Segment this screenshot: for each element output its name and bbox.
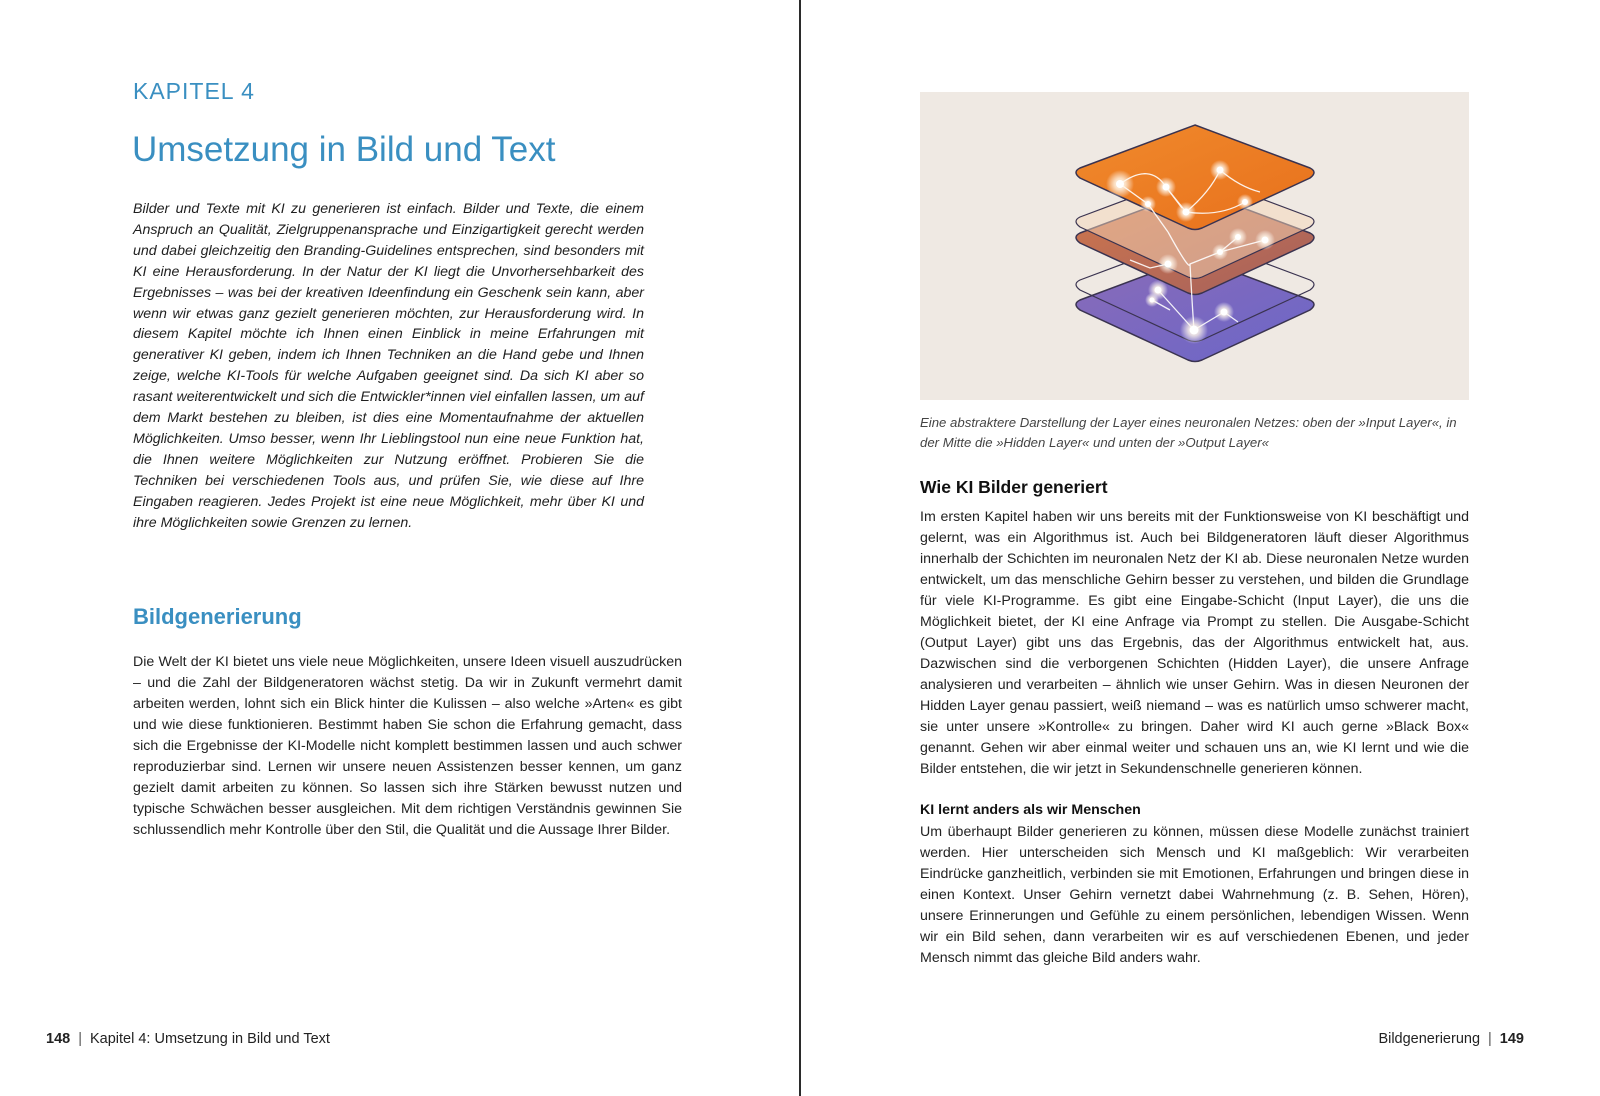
running-head: Bildgenerierung [1378, 1031, 1481, 1047]
neural-network-figure [920, 92, 1469, 400]
figure-caption: Eine abstraktere Darstellung der Layer eines neuronalen Netzes: oben der »Input Layer«, in der Mitte die »Hidden Layer« und unten der »Output Layer« [920, 415, 1457, 450]
footer-separator: | [78, 1031, 82, 1047]
body-paragraph-1: Im ersten Kapitel haben wir uns bereits mit der Funktionsweise von KI beschäftigt und gelernt, was ein Algorithmus ist. Auch bei Bildgeneratoren läuft dieser Algorithmus innerhalb der Schichten im neuronalen Netz der KI ab. Diese neuronalen Netze wurden entwickelt, um das menschliche Gehirn besser zu verstehen, und bilden die Grundlage für viele KI-Programme. Es gibt eine Eingabe-Schicht (Input Layer), die uns die Möglichkeit bietet, der KI eine Anfrage via Prompt zu stellen. Die Ausgabe-Schicht (Output Layer) gibt uns das Ergebnis, das der Algorithmus entwickelt hat, aus. Dazwischen sind die verborgenen Schichten (Hidden Layer), die unsere Anfrage analysieren und verarbeiten – ähnlich wie unser Gehirn. Was in diesen Neuronen der Hidden Layer genau passiert, weiß niemand – was es natürlich umso schwerer macht, sie unter unsere »Kontrolle« zu bringen. Daher wird KI auch gerne »Black Box« genannt. Gehen wir aber einmal weiter und schauen uns an, wie KI lernt und wie die Bilder entstehen, die wir jetzt in Sekundenschnelle generieren können. [920, 509, 1469, 777]
chapter-intro: Bilder und Texte mit KI zu generieren ist einfach. Bilder und Texte, die einem Anspruch an Qualität, Zielgruppenansprache und Einzigartigkeit gerecht werden und dabei gleichzeitig den Branding-Guidelines entsprechen, sind besonders mit KI eine Herausforderung. In der Natur der KI liegt die Unvorhersehbarkeit des Ergebnisses – was bei der kreativen Ideenfindung ein Geschenk sein kann, aber wenn wir etwas ganz gezielt generieren möchten, zur Herausforderung wird. In diesem Kapitel möchte ich Ihnen einen Einblick in meine Erfahrungen mit generativer KI geben, indem ich Ihnen Techniken an die Hand gebe und Ihnen zeige, welche KI-Tools für welche Aufgaben geeignet sind. Da sich KI aber so rasant weiterentwickelt und sich die Entwickler*innen viel einfallen lassen, um auf dem Markt bestehen zu bleiben, ist dies eine Momentaufnahme der aktuellen Möglichkeiten. Umso besser, wenn Ihr Lieblingstool nun eine neue Funktion hat, die Ihnen weitere Möglichkeiten zur Nutzung eröffnet. Probieren Sie die Techniken bei verschiedenen Tools aus, und prüfen Sie, wie diese auf Ihre Eingaben reagieren. Jedes Projekt ist eine neue Möglichkeit, mehr über KI und ihre Möglichkeiten sowie Grenzen zu lernen. [133, 201, 644, 531]
right-page [803, 0, 1600, 1096]
section-heading: Bildgenerierung [133, 604, 302, 629]
chapter-title: Umsetzung in Bild und Text [132, 130, 556, 169]
footer-separator: | [1488, 1031, 1492, 1047]
section-body: Die Welt der KI bietet uns viele neue Möglichkeiten, unsere Ideen visuell auszudrücken – und die Zahl der Bildgeneratoren wächst stetig. Da wir in Zukunft vermehrt damit arbeiten werden, lohnt sich ein Blick hinter die Kulissen – also welche »Arten« es gibt und wie diese funktionieren. Bestimmt haben Sie schon die Erfahrung gemacht, dass sich die Ergebnisse der KI-Modelle nicht komplett bestimmen lassen und auch schwer reproduzierbar sind. Lernen wir unsere neuen Assistenzen besser kennen, um ganz gezielt damit arbeiten zu können. So lassen sich ihre Stärken bewusst nutzen und typische Schwächen besser ausgleichen. Mit dem richtigen Verständnis gewinnen Sie schlussendlich mehr Kontrolle über den Stil, die Qualität und die Aussage Ihrer Bilder. [133, 654, 682, 838]
chapter-label: KAPITEL 4 [133, 78, 255, 104]
footer-right [1378, 1031, 1524, 1047]
small-heading: KI lernt anders als wir Menschen [920, 802, 1141, 818]
footer-left [46, 1031, 330, 1047]
sub-heading: Wie KI Bilder generiert [920, 477, 1108, 497]
running-head: Kapitel 4: Umsetzung in Bild und Text [89, 1031, 330, 1047]
body-paragraph-2: Um überhaupt Bilder generieren zu können, müssen diese Modelle zunächst trainiert werden. Hier unterscheiden sich Mensch und KI maßgeblich: Wir verarbeiten Eindrücke ganzheitlich, verbinden sie mit Emotionen, Erfahrungen und bringen diese in einen Kontext. Unser Gehirn vernetzt dabei Wahrnehmung (z. B. Sehen, Hören), unsere Erinnerungen und Gefühle zu einem persönlichen, lebendigen Wissen. Wenn wir ein Bild sehen, dann verarbeiten wir es auf verschiedenen Ebenen, und jeder Mensch nimmt das gleiche Bild anders wahr. [920, 824, 1469, 966]
page-number: 149 [1499, 1031, 1524, 1047]
page-number: 148 [46, 1031, 71, 1047]
neural-layers-illustration [920, 92, 1469, 400]
